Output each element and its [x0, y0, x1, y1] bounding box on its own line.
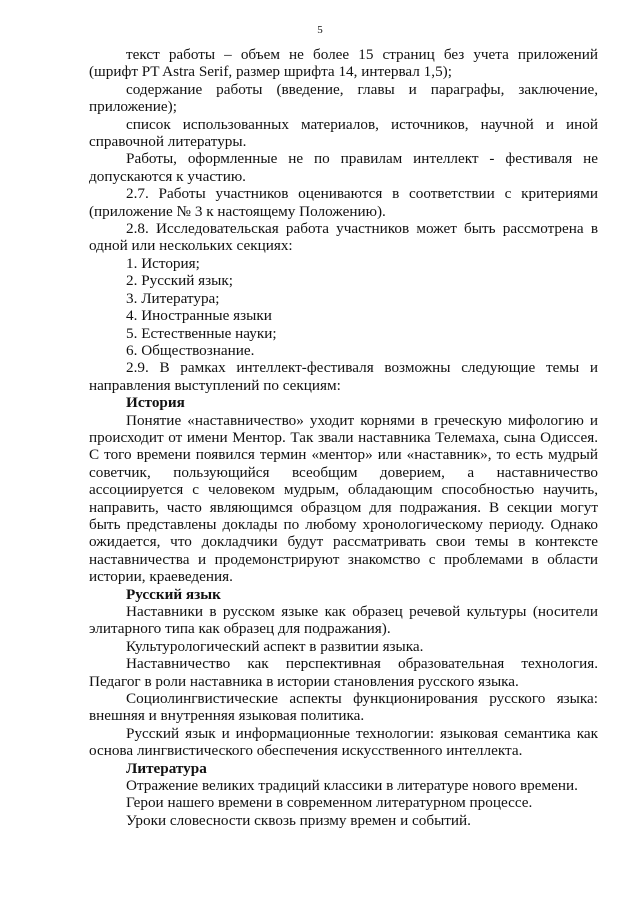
section-list-item: 3. Литература; — [126, 289, 220, 307]
topic-item: Русский язык и информационные технологии: языковая семантика как основа лингвистического обеспечения искусственного интеллекта. — [89, 724, 598, 760]
topic-item: Отражение великих традиций классики в литературе нового времени. — [126, 777, 578, 795]
section-list-item: 6. Обществознание. — [126, 341, 255, 359]
heading-history: История — [126, 394, 185, 412]
section-list-item: 2. Русский язык; — [126, 272, 233, 290]
paragraph-history-text: Понятие «наставничество» уходит корнями в греческую мифологию и происходит от имени Ментор. Так звали наставника Телемаха, сына Одиссея. С того времени появился термин «ментор» или «наставник», то есть мудрый советчик, пользующийся всеобщим доверием, а наставничество ассоциируется с человеком мудрым, обладающим способностью научить, направить, часто являющимся образцом для подражания. В секции могут быть представлены доклады по любому хронологическому периоду. Однако ожидается, что докладчики будут рассматривать свои темы в контексте наставничества и продемонстрируют знакомство с проблемами в области истории, краеведения. — [89, 411, 598, 586]
paragraph-references-list: список использованных материалов, источников, научной и иной справочной литературы. — [89, 115, 598, 151]
topic-item: Наставники в русском языке как образец речевой культуры (носители элитарного типа как образец для подражания). — [89, 603, 598, 638]
topic-item: Культурологический аспект в развитии языка. — [126, 637, 424, 655]
heading-russian-language: Русский язык — [126, 585, 221, 603]
paragraph-formatting-rule: Работы, оформленные не по правилам интеллект - фестиваля не допускаются к участию. — [89, 150, 598, 185]
topic-item: Уроки словесности сквозь призму времен и событий. — [126, 811, 471, 829]
paragraph-work-volume: текст работы – объем не более 15 страниц без учета приложений (шрифт PT Astra Serif, размер шрифта 14, интервал 1,5); — [89, 46, 598, 81]
paragraph-work-contents: содержание работы (введение, главы и параграфы, заключение, приложение); — [89, 80, 598, 116]
topic-item: Герои нашего времени в современном литературном процессе. — [126, 794, 533, 812]
heading-literature: Литература — [126, 759, 207, 777]
topic-item: Наставничество как перспективная образовательная технология. Педагог в роли наставника в истории становления русского языка. — [89, 655, 598, 690]
clause-2-8: 2.8. Исследовательская работа участников может быть рассмотрена в одной или нескольких секциях: — [89, 220, 598, 255]
clause-2-9: 2.9. В рамках интеллект-фестиваля возможны следующие темы и направления выступлений по секциям: — [89, 359, 598, 394]
topic-item: Социолингвистические аспекты функционирования русского языка: внешняя и внутренняя языковая политика. — [89, 690, 598, 725]
document-body — [89, 46, 598, 829]
page-number: 5 — [317, 24, 323, 36]
section-list-item: 4. Иностранные языки — [126, 307, 272, 325]
section-list-item: 1. История; — [126, 254, 200, 272]
section-list-item: 5. Естественные науки; — [126, 324, 277, 342]
clause-2-7: 2.7. Работы участников оцениваются в соответствии с критериями (приложение № 3 к настоящему Положению). — [89, 185, 598, 220]
